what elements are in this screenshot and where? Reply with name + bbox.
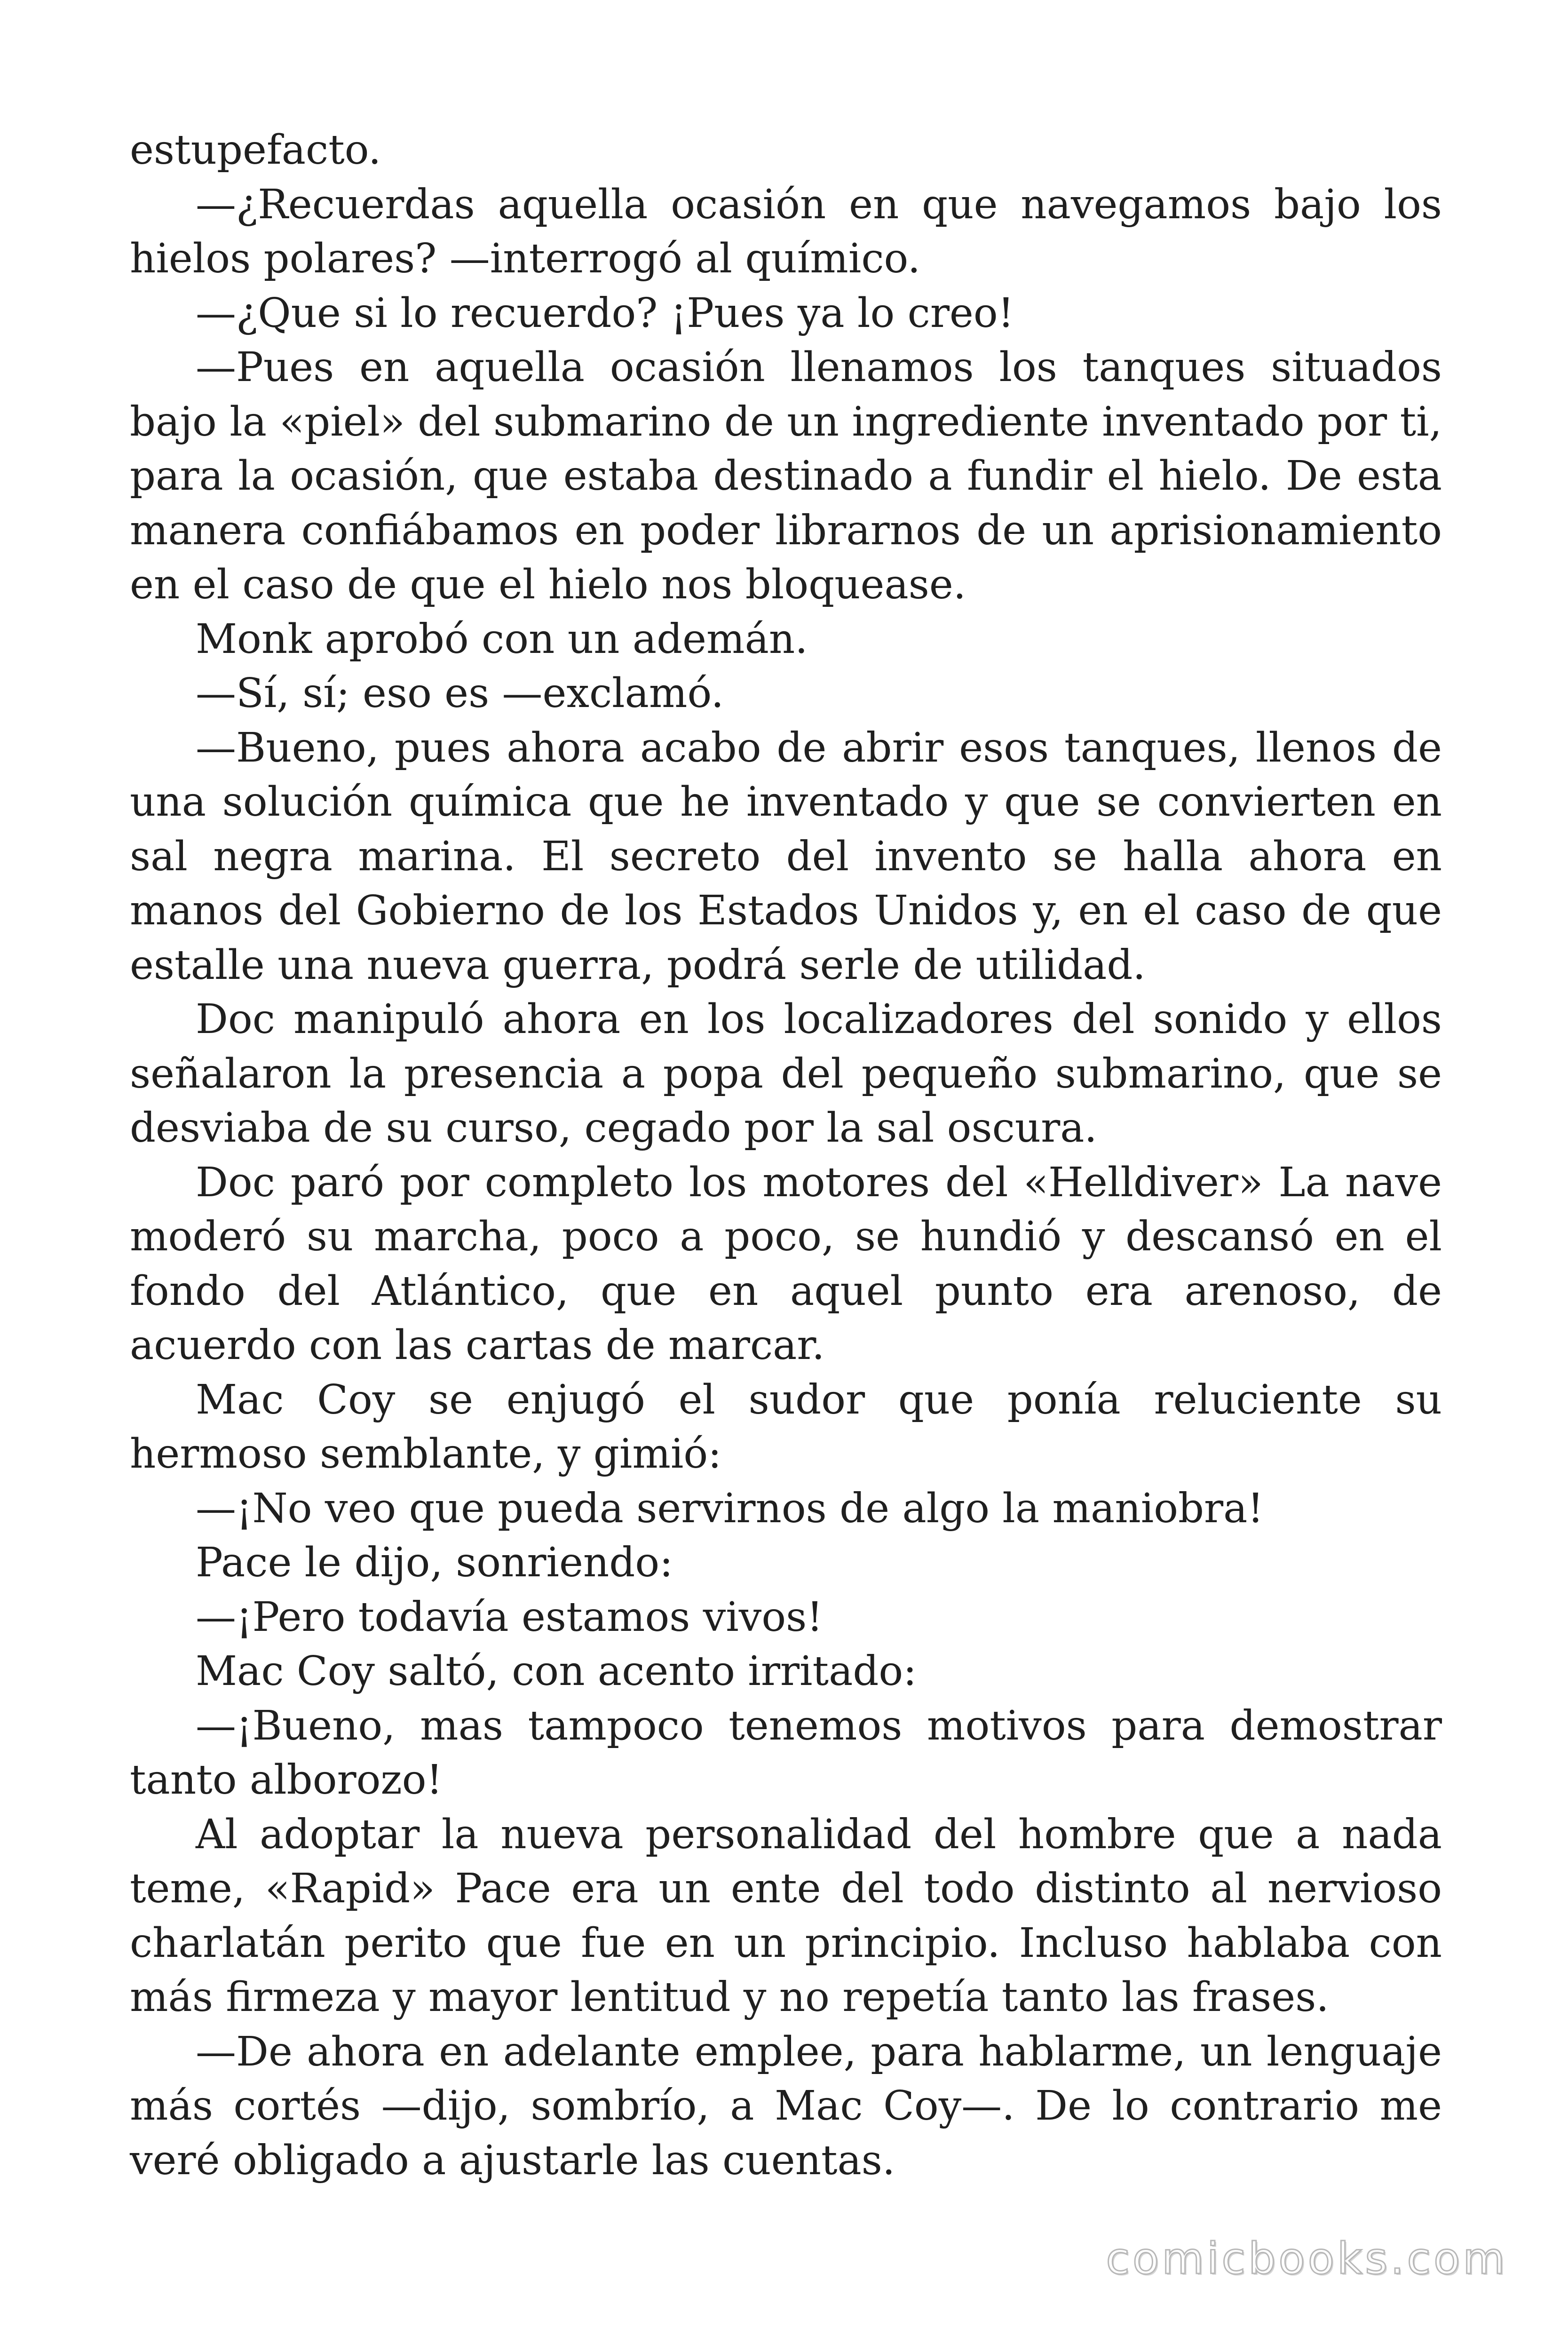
paragraph: Doc manipuló ahora en los localizadores del sonido y ellos señalaron la presencia a popa del pequeño submarino, que se desviaba de su curso, cegado por la sal oscura.	[130, 996, 1442, 1152]
paragraph: —De ahora en adelante emplee, para hablarme, un lenguaje más cortés —dijo, sombrío, a Mac Coy—. De lo contrario me veré obligado a ajustarle las cuentas.	[130, 2028, 1442, 2184]
paragraph: —Pues en aquella ocasión llenamos los tanques situados bajo la «piel» del submarino de un ingrediente inventado por ti, para la ocasión, que estaba destinado a fundir el hielo. De esta manera confiábamos en poder librarnos de un aprisionamiento en el caso de que el hielo nos bloquease.	[130, 344, 1442, 608]
paragraph: Monk aprobó con un ademán.	[196, 615, 808, 663]
paragraph: —Sí, sí; eso es —exclamó.	[196, 670, 724, 717]
body-text	[130, 123, 1442, 2188]
paragraph: —¡Bueno, mas tampoco tenemos motivos para demostrar tanto alborozo!	[130, 1702, 1442, 1804]
paragraph: estupefacto.	[130, 127, 381, 174]
paragraph: Doc paró por completo los motores del «Helldiver» La nave moderó su marcha, poco a poco, se hundió y descansó en el fondo del Atlántico, que en aquel punto era arenoso, de acuerdo con las cartas de marcar.	[130, 1159, 1442, 1369]
paragraph: Al adoptar la nueva personalidad del hombre que a nada teme, «Rapid» Pace era un ente del todo distinto al nervioso charlatán perito que fue en un principio. Incluso hablaba con más firmeza y mayor lentitud y no repetía tanto las frases.	[130, 1811, 1442, 2021]
paragraph: —¡No veo que pueda servirnos de algo la maniobra!	[196, 1485, 1264, 1532]
paragraph: —¿Que si lo recuerdo? ¡Pues ya lo creo!	[196, 289, 1014, 337]
paragraph: —¡Pero todavía estamos vivos!	[196, 1593, 823, 1641]
paragraph: —¿Recuerdas aquella ocasión en que navegamos bajo los hielos polares? —interrogó al químico.	[130, 181, 1442, 282]
paragraph: Mac Coy saltó, con acento irritado:	[196, 1648, 917, 1695]
paragraph: Pace le dijo, sonriendo:	[196, 1539, 673, 1586]
paragraph: —Bueno, pues ahora acabo de abrir esos tanques, llenos de una solución química que he inventado y que se convierten en sal negra marina. El secreto del invento se halla ahora en manos del Gobierno de los Estados Unidos y, en el caso de que estalle una nueva guerra, podrá serle de utilidad.	[130, 724, 1442, 989]
paragraph: Mac Coy se enjugó el sudor que ponía reluciente su hermoso semblante, y gimió:	[130, 1376, 1442, 1478]
watermark: comicbooks.com	[1106, 2233, 1508, 2284]
